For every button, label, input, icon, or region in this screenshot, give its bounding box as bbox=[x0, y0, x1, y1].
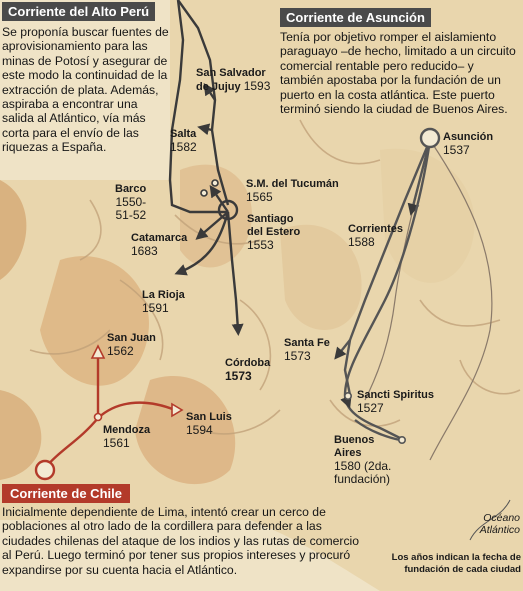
panel-alto-peru bbox=[2, 2, 172, 155]
asuncion-hub bbox=[421, 129, 439, 147]
city-sancti bbox=[357, 389, 434, 415]
panel-chile-title: Corriente de Chile bbox=[2, 484, 130, 503]
city-buenosaires-year: 1580 (2da. bbox=[334, 459, 392, 473]
panel-alto-peru-text: Se proponía buscar fuentes de aprovisionamiento para las minas de Potosí y asegurar de este modo la continuidad de la extracción de plata. Además, aspiraba a encontrar una salida al Atlántico, vía más corta para el envío de las riquezas a España. bbox=[2, 25, 169, 155]
city-sancti-name: Sancti Spiritus bbox=[357, 389, 435, 401]
city-salta-year: 1582 bbox=[170, 140, 197, 154]
city-buenosaires-name-2: Aires bbox=[334, 447, 362, 459]
city-santiago-year: 1553 bbox=[247, 238, 274, 252]
city-san-salvador bbox=[196, 67, 270, 94]
city-larioja bbox=[142, 289, 185, 315]
city-salta bbox=[170, 128, 197, 154]
city-sanjuan-year: 1562 bbox=[107, 344, 134, 358]
city-san-salvador-name-1: San Salvador bbox=[196, 67, 266, 79]
city-smtucuman-year: 1565 bbox=[246, 190, 273, 204]
city-sanjuan-name: San Juan bbox=[107, 332, 156, 344]
city-mendoza-name: Mendoza bbox=[103, 424, 151, 436]
city-barco-year-2: 51-52 bbox=[115, 208, 147, 222]
city-buenosaires bbox=[334, 434, 391, 486]
city-buenosaires-year-2: fundación) bbox=[334, 472, 391, 486]
city-barco bbox=[115, 183, 146, 222]
city-asuncion bbox=[443, 131, 493, 157]
ocean-label bbox=[452, 512, 520, 536]
city-barco-year-1: 1550- bbox=[115, 195, 147, 209]
city-mendoza bbox=[103, 424, 150, 450]
city-sanluis-year: 1594 bbox=[186, 423, 213, 437]
city-mendoza-year: 1561 bbox=[103, 436, 130, 450]
city-cordoba bbox=[225, 357, 270, 383]
city-cordoba-name: Córdoba bbox=[225, 357, 271, 369]
chile-hub bbox=[36, 461, 54, 479]
city-larioja-year: 1591 bbox=[142, 301, 169, 315]
years-note bbox=[345, 552, 521, 576]
panel-asuncion-text: Tenía por objetivo romper el aislamiento paraguayo –de hecho, limitado a un circuito comercial rentable pero reducido– y también apostaba por la fundación de un puerto en la costa atlántica. Este puerto terminó siendo la ciudad de Buenos Aires. bbox=[280, 30, 516, 117]
city-sanluis-name: San Luis bbox=[186, 411, 232, 423]
city-asuncion-name: Asunción bbox=[443, 131, 494, 143]
panel-asuncion bbox=[280, 8, 520, 116]
panel-alto-peru-title: Corriente del Alto Perú bbox=[2, 2, 155, 21]
city-smtucuman-name: S.M. del Tucumán bbox=[246, 178, 339, 190]
city-barco-name: Barco bbox=[115, 183, 147, 195]
city-salta-name: Salta bbox=[170, 128, 197, 140]
city-asuncion-year: 1537 bbox=[443, 143, 470, 157]
city-santafe-year: 1573 bbox=[284, 349, 311, 363]
panel-chile-text: Inicialmente dependiente de Lima, intentó crear un cerco de poblaciones al otro lado de la cordillera para defender a las ciudades chilenas del ataque de los indios y las rutas de comercio al Perú. Luego terminó por tener sus propios intereses y procuró expandirse por su cuenta hacia el Atlántico. bbox=[2, 505, 360, 577]
city-smtucuman bbox=[246, 178, 339, 204]
years-note-line-2: fundación de cada ciudad bbox=[404, 564, 521, 575]
city-catamarca-year: 1683 bbox=[131, 244, 158, 258]
city-larioja-name: La Rioja bbox=[142, 289, 185, 301]
city-san-salvador-year: 1593 bbox=[243, 79, 271, 93]
city-catamarca bbox=[131, 232, 187, 258]
city-santafe bbox=[284, 337, 330, 363]
city-santiago bbox=[247, 213, 300, 252]
city-san-salvador-name-2: de Jujuy bbox=[196, 81, 241, 93]
city-corrientes bbox=[348, 223, 403, 249]
city-santafe-name: Santa Fe bbox=[284, 337, 330, 349]
city-corrientes-year: 1588 bbox=[348, 235, 375, 249]
city-buenosaires-name-1: Buenos bbox=[334, 434, 375, 446]
city-catamarca-name: Catamarca bbox=[131, 232, 188, 244]
city-cordoba-year: 1573 bbox=[225, 369, 252, 383]
ocean-line-2: Atlántico bbox=[479, 524, 520, 536]
city-sancti-year: 1527 bbox=[357, 401, 384, 415]
panel-chile bbox=[2, 484, 372, 577]
city-sanluis bbox=[186, 411, 232, 437]
city-santiago-name-2: del Estero bbox=[247, 226, 301, 238]
city-corrientes-name: Corrientes bbox=[348, 223, 404, 235]
panel-asuncion-title: Corriente de Asunción bbox=[280, 8, 431, 27]
years-note-line-1: Los años indican la fecha de bbox=[391, 552, 521, 563]
ocean-line-1: Océano bbox=[483, 512, 520, 524]
city-sanjuan bbox=[107, 332, 156, 358]
city-santiago-name-1: Santiago bbox=[247, 213, 294, 225]
